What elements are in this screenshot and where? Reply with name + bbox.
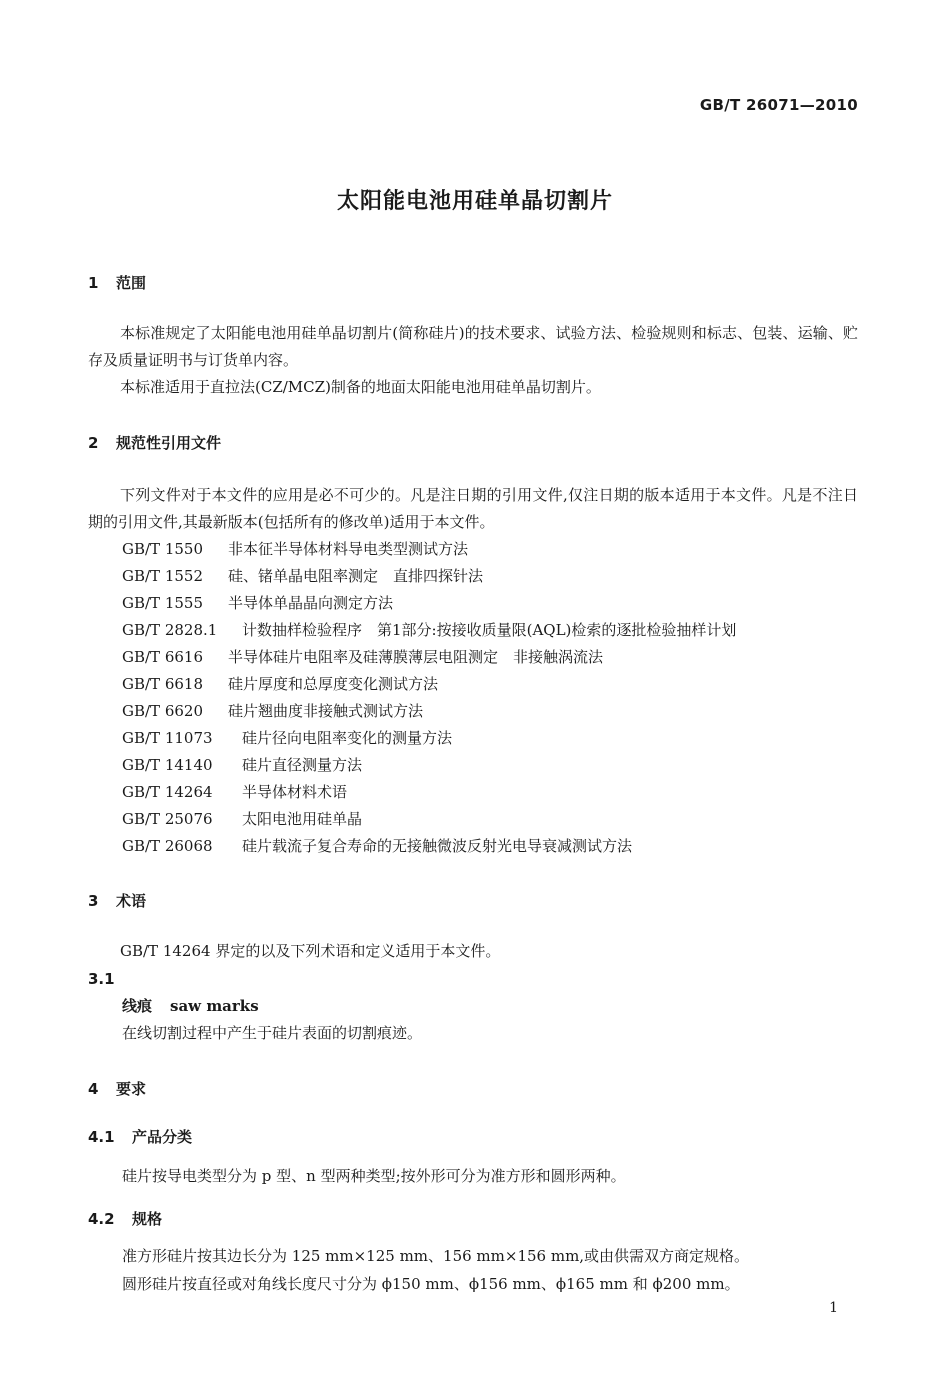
term-definition: 在线切割过程中产生于硅片表面的切割痕迹。 bbox=[122, 1024, 423, 1042]
section-number: 4.1 bbox=[88, 1128, 115, 1146]
term-entry bbox=[122, 993, 259, 1020]
section-1-paragraph-1: 本标准规定了太阳能电池用硅单晶切割片(简称硅片)的技术要求、试验方法、检验规则和标志、包装、运输、贮存及质量证明书与订货单内容。 bbox=[88, 324, 858, 369]
reference-item bbox=[122, 590, 736, 617]
section-4-2-line-1: 准方形硅片按其边长分为 125 mm×125 mm、156 mm×156 mm,或由供需双方商定规格。 bbox=[122, 1247, 750, 1265]
reference-code: GB/T 2828.1 bbox=[122, 621, 218, 639]
section-1-heading bbox=[88, 272, 146, 293]
section-4-1-text: 硅片按导电类型分为 p 型、n 型两种类型;按外形可分为准方形和圆形两种。 bbox=[122, 1167, 626, 1185]
section-number: 4 bbox=[88, 1080, 99, 1098]
reference-item bbox=[122, 536, 736, 563]
section-2-intro: 下列文件对于本文件的应用是必不可少的。凡是注日期的引用文件,仅注日期的版本适用于本文件。凡是不注日期的引用文件,其最新版本(包括所有的修改单)适用于本文件。 bbox=[88, 486, 858, 531]
reference-code: GB/T 25076 bbox=[122, 810, 213, 828]
reference-item bbox=[122, 671, 736, 698]
section-title: 规格 bbox=[132, 1210, 163, 1228]
section-title: 要求 bbox=[116, 1080, 147, 1098]
reference-title: 硅片载流子复合寿命的无接触微波反射光电导衰减测试方法 bbox=[242, 837, 633, 855]
reference-item bbox=[122, 698, 736, 725]
reference-code: GB/T 11073 bbox=[122, 729, 213, 747]
reference-code: GB/T 14140 bbox=[122, 756, 213, 774]
reference-title: 硅片径向电阻率变化的测量方法 bbox=[242, 729, 453, 747]
reference-item bbox=[122, 806, 736, 833]
reference-code: GB/T 1555 bbox=[122, 594, 204, 612]
section-number: 2 bbox=[88, 434, 99, 452]
reference-code: GB/T 14264 bbox=[122, 783, 213, 801]
reference-code: GB/T 26068 bbox=[122, 837, 213, 855]
reference-title: 半导体单晶晶向测定方法 bbox=[228, 594, 394, 612]
section-number: 1 bbox=[88, 274, 99, 292]
document-title: 太阳能电池用硅单晶切割片 bbox=[336, 189, 613, 214]
section-3-intro: GB/T 14264 界定的以及下列术语和定义适用于本文件。 bbox=[120, 942, 501, 960]
section-3-heading bbox=[88, 890, 146, 911]
reference-title: 硅片翘曲度非接触式测试方法 bbox=[228, 702, 424, 720]
section-4-2-line-2: 圆形硅片按直径或对角线长度尺寸分为 ϕ150 mm、ϕ156 mm、ϕ165 mm 和 ϕ200 mm。 bbox=[122, 1275, 740, 1293]
section-number: 4.2 bbox=[88, 1210, 115, 1228]
section-4-2-heading bbox=[88, 1208, 162, 1229]
section-1-paragraph-2: 本标准适用于直拉法(CZ/MCZ)制备的地面太阳能电池用硅单晶切割片。 bbox=[120, 378, 601, 396]
section-title: 规范性引用文件 bbox=[116, 434, 222, 452]
reference-title: 半导体材料术语 bbox=[242, 783, 348, 801]
subsection-3-1-number: 3.1 bbox=[88, 970, 115, 988]
reference-item bbox=[122, 752, 736, 779]
reference-code: GB/T 1550 bbox=[122, 540, 204, 558]
section-title: 范围 bbox=[116, 274, 147, 292]
section-number: 3 bbox=[88, 892, 99, 910]
normative-reference-list bbox=[122, 536, 736, 860]
reference-code: GB/T 6618 bbox=[122, 675, 204, 693]
term-english: saw marks bbox=[170, 997, 259, 1015]
reference-item bbox=[122, 833, 736, 860]
section-2-heading bbox=[88, 432, 221, 453]
reference-code: GB/T 1552 bbox=[122, 567, 204, 585]
reference-title: 计数抽样检验程序 第1部分:按接收质量限(AQL)检索的逐批检验抽样计划 bbox=[242, 621, 737, 639]
reference-item bbox=[122, 617, 736, 644]
reference-title: 硅片厚度和总厚度变化测试方法 bbox=[228, 675, 439, 693]
section-4-1-heading bbox=[88, 1126, 192, 1147]
section-title: 产品分类 bbox=[132, 1128, 193, 1146]
term-chinese: 线痕 bbox=[122, 997, 153, 1015]
standard-code: GB/T 26071—2010 bbox=[699, 96, 858, 114]
reference-title: 非本征半导体材料导电类型测试方法 bbox=[228, 540, 469, 558]
reference-item bbox=[122, 644, 736, 671]
reference-title: 太阳电池用硅单晶 bbox=[242, 810, 363, 828]
reference-item bbox=[122, 725, 736, 752]
reference-title: 半导体硅片电阻率及硅薄膜薄层电阻测定 非接触涡流法 bbox=[228, 648, 604, 666]
reference-item bbox=[122, 779, 736, 806]
page-number: 1 bbox=[829, 1300, 838, 1316]
section-4-heading bbox=[88, 1078, 146, 1099]
reference-code: GB/T 6616 bbox=[122, 648, 204, 666]
reference-title: 硅片直径测量方法 bbox=[242, 756, 363, 774]
section-title: 术语 bbox=[116, 892, 147, 910]
reference-code: GB/T 6620 bbox=[122, 702, 204, 720]
reference-item bbox=[122, 563, 736, 590]
reference-title: 硅、锗单晶电阻率测定 直排四探针法 bbox=[228, 567, 484, 585]
